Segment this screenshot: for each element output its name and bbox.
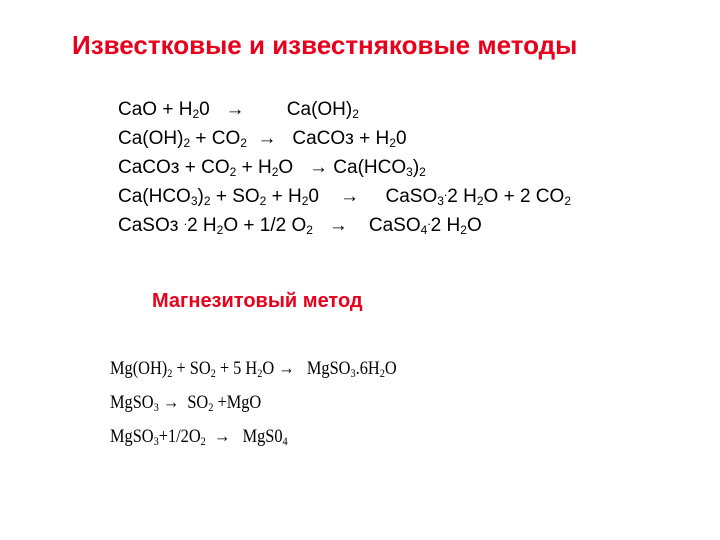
equation-text: MgSO: [110, 392, 154, 413]
equation-text: +1/2O: [158, 426, 201, 447]
equation-text: Mg(OH): [110, 358, 168, 379]
subscript: 2: [257, 366, 263, 380]
equation-line: [110, 352, 397, 386]
equation-line: [110, 386, 397, 420]
equation-text: → MgS0: [205, 426, 283, 447]
equation-text: 2 H: [430, 215, 461, 236]
equation-text: Ca(HCO: [118, 186, 191, 207]
subscript: 2: [203, 194, 211, 208]
subscript: 2: [379, 366, 385, 380]
subscript: 3: [153, 434, 159, 448]
equation-text: O → Ca(HCO: [278, 157, 407, 178]
subscript: 2: [200, 434, 206, 448]
subscript: 3: [153, 400, 159, 414]
subscript: 3: [437, 194, 444, 208]
equation-text: CaCOз + CO: [118, 157, 230, 178]
equation-line: [118, 124, 571, 153]
equation-text: CaO + H: [118, 99, 193, 120]
equation-text: .6H: [355, 358, 380, 379]
equation-text: 2 H: [187, 215, 217, 236]
superscript: .: [427, 214, 431, 228]
subscript: 2: [259, 194, 267, 208]
subscript: 2: [389, 136, 396, 150]
equation-text: 0 → CaSO: [308, 186, 438, 207]
subscript: 2: [301, 194, 309, 208]
superscript: .: [183, 214, 188, 228]
equation-text: 0: [395, 128, 407, 149]
equation-text: → SO: [158, 392, 209, 413]
subscript: 2: [192, 107, 200, 121]
subscript: 2: [306, 223, 313, 237]
equation-text: O + 1/2 O: [223, 215, 307, 236]
equation-text: + 5 H: [215, 358, 258, 379]
equation-text: O + 2 CO: [483, 186, 565, 207]
subscript: 2: [352, 107, 359, 121]
slide-title: Известковые и известняковые методы: [72, 30, 578, 60]
subscript: 2: [476, 194, 484, 208]
equation-line: [118, 153, 571, 182]
subscript: 2: [419, 165, 426, 179]
equation-text: O: [384, 358, 397, 379]
equation-text: O: [466, 215, 482, 236]
subscript: 2: [271, 165, 279, 179]
equation-text: +MgO: [213, 392, 262, 413]
subscript: 2: [564, 194, 571, 208]
equation-text: CaSOз: [118, 215, 184, 236]
magnesite-equations: [110, 352, 443, 454]
superscript: .: [443, 185, 448, 199]
equation-text: + SO: [172, 358, 211, 379]
subscript: 2: [216, 223, 224, 237]
subscript: 2: [183, 136, 191, 150]
equation-line: [110, 420, 397, 454]
equation-text: 0 → Ca(OH): [199, 99, 353, 120]
equation-line: [118, 182, 571, 211]
subscript: 2: [210, 366, 216, 380]
subscript: 2: [208, 400, 214, 414]
subscript: 2: [240, 136, 247, 150]
subscript: 2: [229, 165, 237, 179]
subscript: 3: [190, 194, 198, 208]
equation-text: 2 H: [447, 186, 477, 207]
equation-text: MgSO: [110, 426, 154, 447]
equation-text: Ca(OH): [118, 128, 184, 149]
section-subtitle: Магнезитовый метод: [152, 290, 363, 312]
limestone-equations: [118, 95, 571, 240]
subscript: 4: [420, 223, 428, 237]
equation-line: [118, 211, 571, 240]
equation-text: ): [412, 157, 420, 178]
subscript: 3: [406, 165, 413, 179]
subscript: 4: [282, 434, 288, 448]
equation-text: + SO: [210, 186, 260, 207]
equation-line: [118, 95, 571, 124]
subscript: 3: [350, 366, 356, 380]
equation-text: O → MgSO: [262, 358, 351, 379]
subscript: 2: [460, 223, 467, 237]
equation-text: → CaCOз + H: [246, 128, 390, 149]
equation-text: → CaSO: [312, 215, 421, 236]
equation-text: + H: [266, 186, 302, 207]
equation-text: ): [197, 186, 204, 207]
subscript: 2: [167, 366, 173, 380]
equation-text: + H: [236, 157, 272, 178]
equation-text: + CO: [190, 128, 241, 149]
